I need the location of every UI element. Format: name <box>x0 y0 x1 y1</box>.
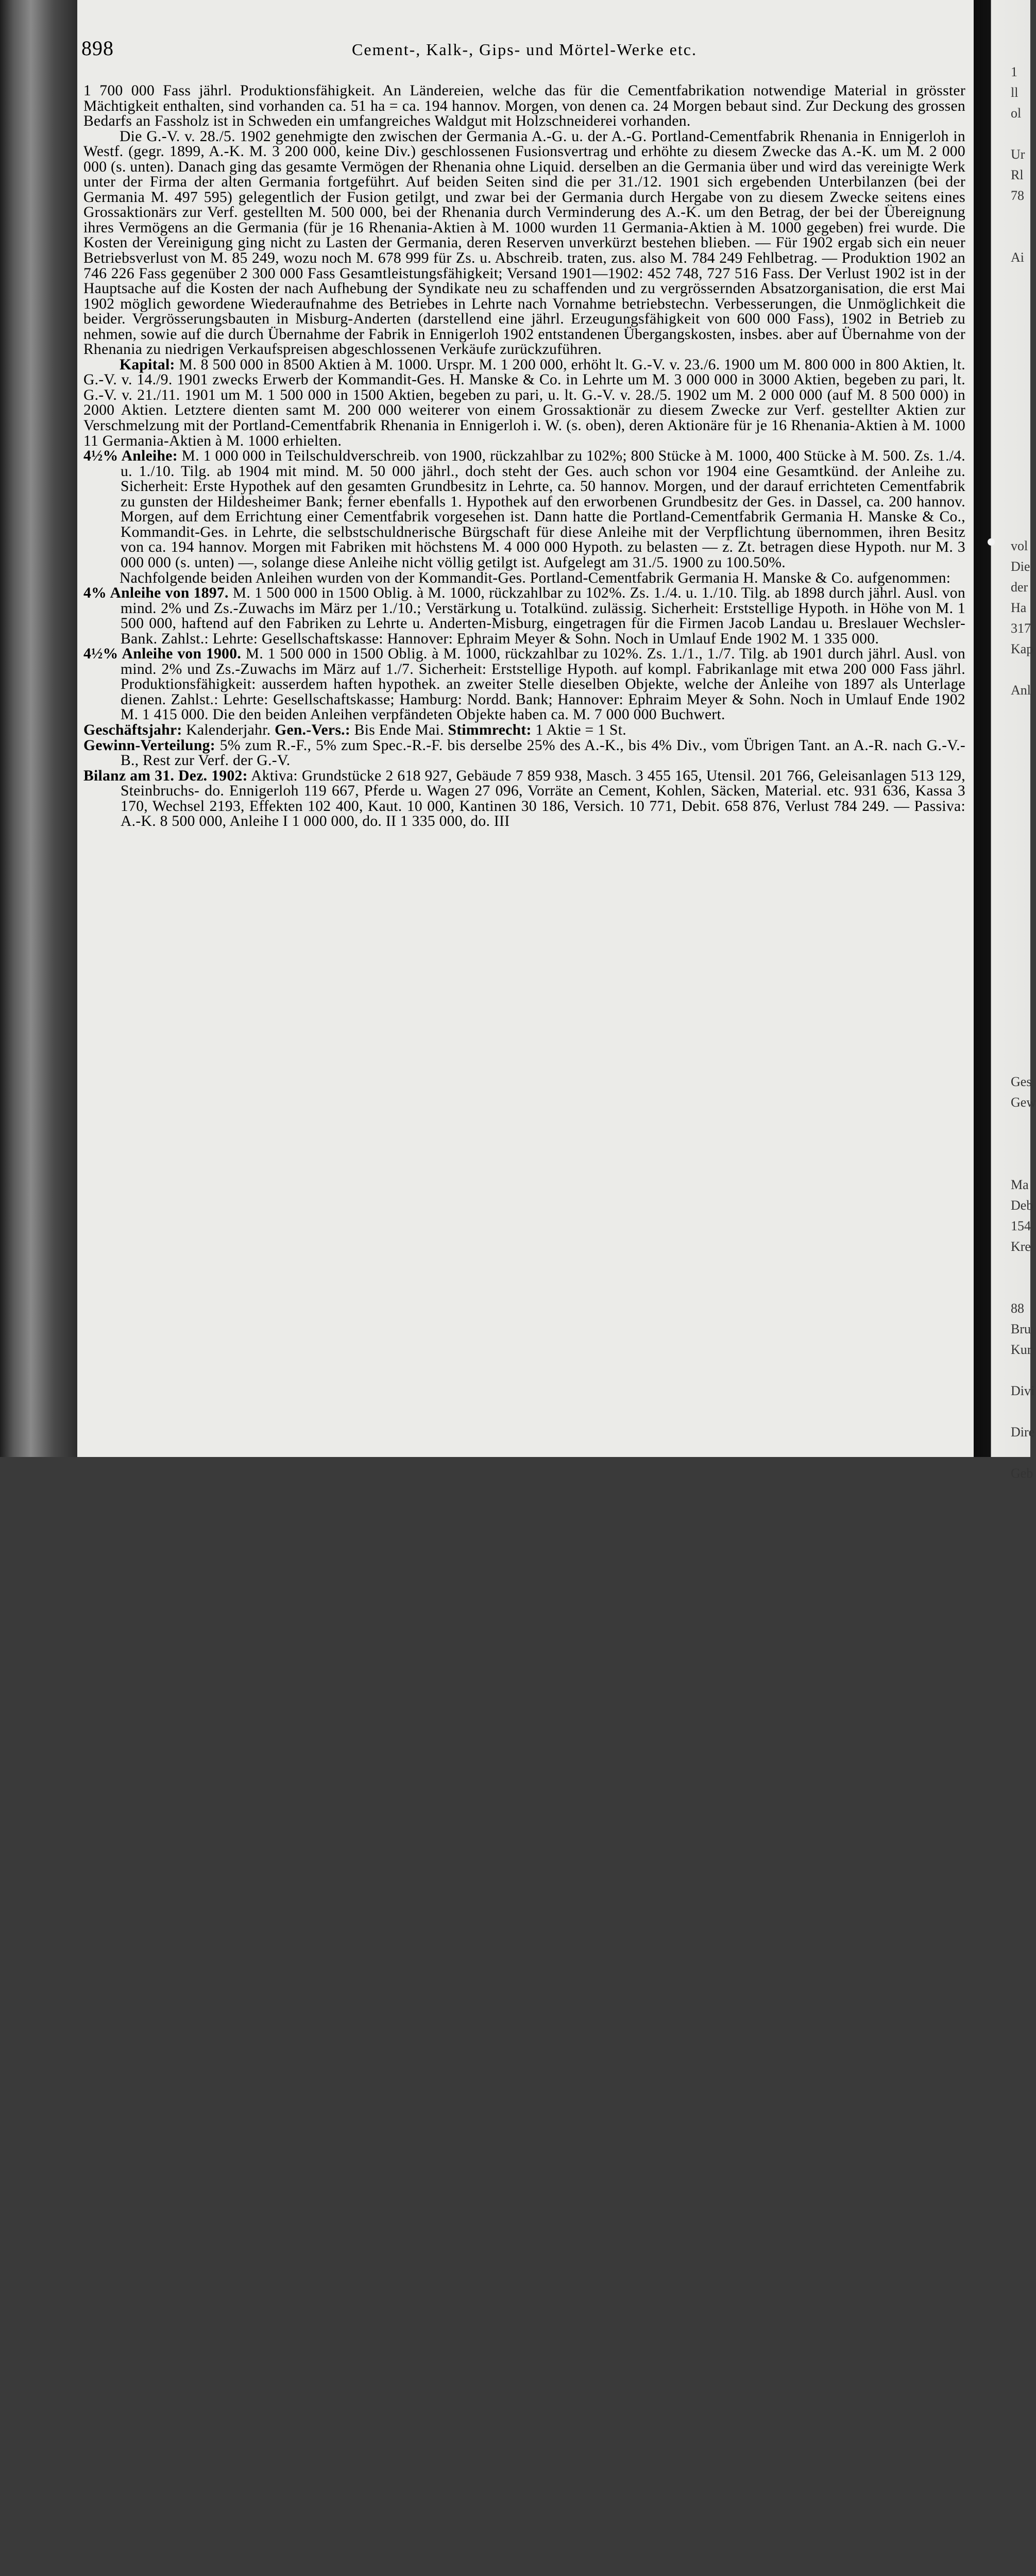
section-label: Gewinn-Verteilung: <box>83 737 215 754</box>
section-label: Gen.-Vers.: <box>275 721 350 738</box>
paragraph-text: M. 1 000 000 in Teilschuldverschreib. von 1900, rückzahlbar zu 102%; 800 Stücke à M. 1000, 400 Stücke à M. 500. Zs. 1./4. u. 1./10. Tilg. ab 1904 mit mind. M. 50 000 jährl., doch steht der Ges. auch schon vor 1904 eine Gesamtkünd. der Anleihe zu. Sicherheit: Erste Hypothek auf den gesamten Grundbesitz in Lehrte, ca. 50 hannov. Morgen, und der darauf errichteten Cementfabrik zu gunsten der Hildesheimer Bank; ferner ebenfalls 1. Hypothek auf den erworbenen Grundbesitz der Ges. in Dassel, ca. 200 hannov. Morgen, auf dem Errichtung einer Cementfabrik vorgesehen ist. Dann hatte die Portland-Cementfabrik Germania H. Manske & Co., Kommandit-Ges. in Lehrte, die selbstschuldnerische Bürgschaft für diese Anleihe mit der Verpflichtung übernommen, ihren Besitz von ca. 194 hannov. Morgen mit Fabriken mit höchstens M. 4 000 000 Hypoth. zu belasten — z. Zt. betragen diese Hypoth. nur M. 3 000 000 (s. unten) —, solange diese Anleihe nicht völlig getilgt ist. Aufgelegt am 31./5. 1900 zu 100.50%. <box>121 448 965 571</box>
paragraph-text: M. 1 500 000 in 1500 Oblig. à M. 1000, rückzahlbar zu 102%. Zs. 1./1., 1./7. Tilg. ab 1901 durch jährl. Ausl. von mind. 2% und Zs.-Zuwachs im März auf 1./7. Sicherheit: Erststellige Hypoth. auf kompl. Fabrikanlage mit etwa 200 000 Fass jährl. Produktionsfähigkeit: ausserdem haften hypothek. an zweiter Stelle dieselben Objekte, welche der Anleihe von 1897 als Unterlage dienen. Zahlst.: Lehrte: Gesellschaftskasse; Hamburg: Nordd. Bank; Hannover: Ephraim Meyer & Sohn. Noch in Umlauf Ende 1902 M. 1 415 000. Die den beiden Anleihen verpfändeten Objekte haben ca. M. 7 000 000 Buchwert. <box>121 646 965 723</box>
paragraph <box>83 738 965 769</box>
paper-blemish <box>988 538 995 546</box>
book-spine <box>0 0 77 1457</box>
paragraph <box>83 83 965 129</box>
paragraph-text: Bis Ende Mai. <box>350 721 448 738</box>
paragraph <box>83 358 965 449</box>
paragraph-text: Nachfolgende beiden Anleihen wurden von der Kommandit-Ges. Portland-Cementfabrik Germania H. Manske & Co. aufgenommen: <box>120 569 951 586</box>
paragraph <box>83 571 965 586</box>
section-label: Stimmrecht: <box>448 721 532 738</box>
paragraph-text: 1 700 000 Fass jährl. Produktionsfähigkeit. An Ländereien, welche das für die Cementfabrikation notwendige Material in grösster Mächtigkeit enthalten, sind vorhanden ca. 51 ha = ca. 194 hannov. Morgen, von denen ca. 24 Morgen bebaut sind. Zur Deckung des grossen Bedarfs an Fassholz ist in Schweden ein umfangreiches Waldgut mit Holzschneiderei vorhanden. <box>83 82 965 130</box>
paragraph <box>83 723 965 738</box>
body-text <box>83 83 965 829</box>
paragraph <box>83 586 965 647</box>
paragraph <box>83 129 965 358</box>
paragraph <box>83 449 965 570</box>
page-header <box>81 36 967 67</box>
paragraph <box>83 769 965 829</box>
paragraph-text: 5% zum R.-F., 5% zum Spec.-R.-F. bis derselbe 25% des A.-K., bis 4% Div., vom Übrigen Tant. an A.-R. nach G.-V.-B., Rest zur Verf. der G.-V. <box>121 737 965 769</box>
paragraph-text: 1 Aktie = 1 St. <box>531 721 626 738</box>
paragraph-text: M. 8 500 000 in 8500 Aktien à M. 1000. Urspr. M. 1 200 000, erhöht lt. G.-V. v. 23./6. 1900 um M. 800 000 in 800 Aktien, lt. G.-V. v. 14./9. 1901 zwecks Erwerb der Kommandit-Ges. H. Manske & Co. in Lehrte um M. 3 000 000 in 3000 Aktien, begeben zu pari, lt. G.-V. v. 21./11. 1901 um M. 1 500 000 in 1500 Aktien, begeben zu pari, u. lt. G.-V. v. 28./5. 1902 um M. 2 000 000 (auf M. 8 500 000) in 2000 Aktien. Letztere dienten samt M. 200 000 weiterer von einem Grossaktionär zu diesem Zwecke zur Verf. gestellter Aktien zur Verschmelzung mit der Portland-Cementfabrik Rhenania in Ennigerloh i. W. (s. oben), deren Aktionäre für je 16 Rhenania-Aktien à M. 1000 11 Germania-Aktien à M. 1000 erhielten. <box>83 356 965 449</box>
paragraph-text: Die G.-V. v. 28./5. 1902 genehmigte den zwischen der Germania A.-G. u. der A.-G. Portland-Cementfabrik Rhenania in Ennigerloh in Westf. (gegr. 1899, A.-K. M. 3 200 000, keine Div.) geschlossenen Fusionsvertrag und erhöhte zu diesem Zwecke das A.-K. um M. 2 000 000 (s. unten). Danach ging das gesamte Vermögen der Rhenania ohne Liquid. derselben an die Germania über und wird das vereinigte Werk unter der Firma der alten Germania fortgeführt. Auf beiden Seiten sind die per 31./12. 1901 sich ergebenden Unterbilanzen (bei der Germania M. 497 595) gelegentlich der Fusion getilgt, und zwar bei der Germania durch Hergabe von zu diesem Zwecke seitens eines Grossaktionärs zur Verf. gestellten M. 500 000, bei der Rhenania durch Verminderung des A.-K. um den Betrag, der bei der Übereignung ihres Vermögens an die Germania (für je 16 Rhenania-Aktien à M. 1000 wurden 11 Germania-Aktien à M. 1000 gegeben) frei wurde. Die Kosten der Vereinigung ging nicht zu Lasten der Germania, deren Reserven unverkürzt bestehen blieben. — Für 1902 ergab sich ein neuer Betriebsverlust von M. 85 249, wozu noch M. 678 999 für Zs. u. Abschreib. traten, zus. also M. 784 249 Fehlbetrag. — Produktion 1902 an 746 226 Fass gegenüber 2 300 000 Fass Gesamtleistungsfähigkeit; Versand 1901—1902: 452 748, 727 516 Fass. Der Verlust 1902 ist in der Hauptsache auf die Kosten der nach Aufhebung der Syndikate neu zu schaffenden und zu vergrössernden Absatzorganisation, die erst Mai 1902 möglich gewordene Wiederaufnahme des Betriebes in Lehrte nach Vornahme betriebstechn. Verbesserungen, die Unmöglichkeit die beider. Vergrösserungsbauten in Misburg-Anderten (darstellend eine jährl. Erzeugungsfähigkeit von 600 000 Fass), 1902 in Betrieb zu nehmen, sowie auf die durch Übernahme der Fabrik in Ennigerloh 1902 entstandenen Übergangskosten, insbes. aber auf Übernahme von der Rhenania zu niedrigen Verkaufspreisen abgeschlossenen Verkäufe zurückzuführen. <box>83 128 965 358</box>
paragraph-text: Kalenderjahr. <box>182 721 275 738</box>
section-label: 4½% Anleihe von 1900. <box>83 646 242 663</box>
paragraph-text: M. 1 500 000 in 1500 Oblig. à M. 1000, rückzahlbar zu 102%. Zs. 1./4. u. 1./10. Tilg. ab 1898 durch jährl. Ausl. von mind. 2% und Zs.-Zuwachs im März per 1./10.; Verstärkung u. Totalkünd. zulässig. Sicherheit: Erststellige Hypoth. in Höhe von M. 1 500 000, haftend auf den Fabriken zu Lehrte u. Anderten-Misburg, eingetragen für die Firmen Jacob Landau u. Breslauer Wechsler-Bank. Zahlst.: Lehrte: Gesellschaftskasse: Hannover: Ephraim Meyer & Sohn. Noch in Umlauf Ende 1902 M. 1 335 000. <box>121 585 965 647</box>
section-label: Kapital: <box>120 356 175 373</box>
paragraph-text: Aktiva: Grundstücke 2 618 927, Gebäude 7 859 938, Masch. 3 455 165, Utensil. 201 766, Geleisanlagen 513 129, Steinbruchs- do. Ennigerloh 119 667, Pferde u. Wagen 27 096, Vorräte an Cement, Kohlen, Säcken, Material. etc. 931 636, Kassa 3 170, Wechsel 2193, Effekten 102 400, Kaut. 10 000, Kantinen 30 186, Versich. 10 771, Debit. 658 876, Verlust 784 249. — Passiva: A.-K. 8 500 000, Anleihe I 1 000 000, do. II 1 335 000, do. III <box>121 767 965 830</box>
paragraph <box>83 647 965 723</box>
running-title: Cement-, Kalk-, Gips- und Mörtel-Werke etc. <box>352 40 697 59</box>
section-label: 4½% Anleihe: <box>83 448 178 465</box>
section-label: 4% Anleihe von 1897. <box>83 585 229 602</box>
section-label: Bilanz am 31. Dez. 1902: <box>83 767 248 784</box>
section-label: Geschäftsjahr: <box>83 721 182 738</box>
page-number: 898 <box>81 37 114 60</box>
facing-page-fragments: 1 ll ol Ur Rl 78 Ai vol Die der Ha 317 Kap Anl Ges Gew Ma Deb 154 Kre 88 Bru Kur Divi Dire Geb <box>1011 64 1036 1481</box>
